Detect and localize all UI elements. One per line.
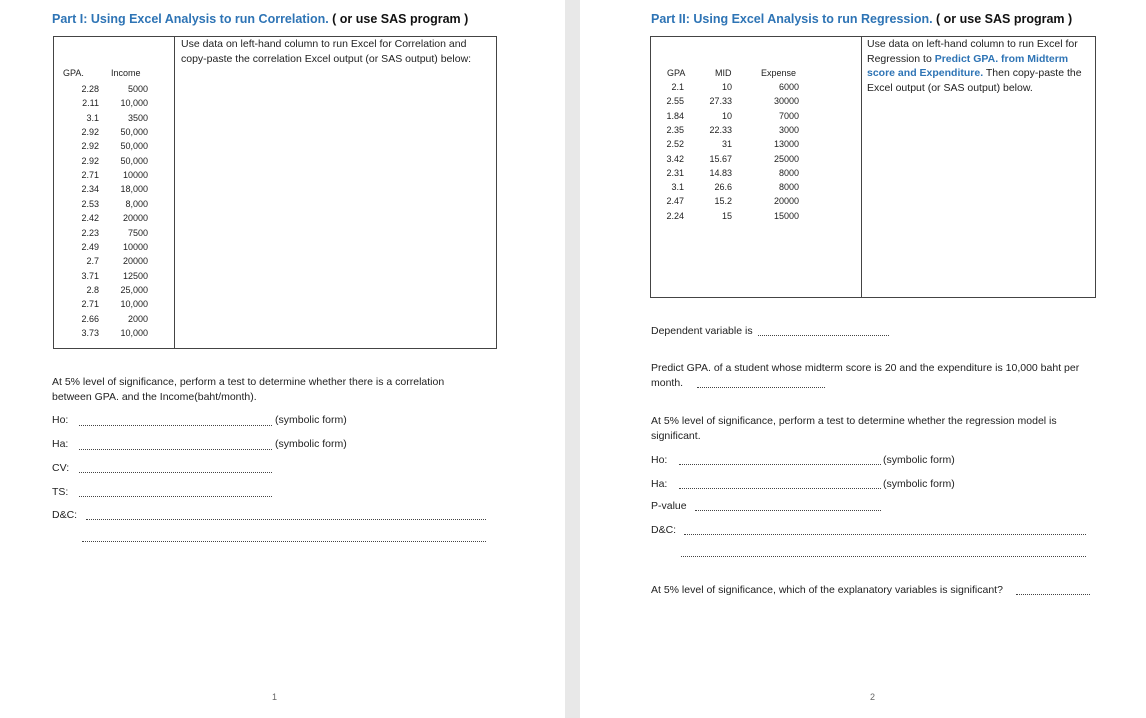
page-number-1: 1 <box>272 692 278 702</box>
part1-cell-gpa: 2.92 <box>81 141 99 152</box>
part1-ho-label: Ho: <box>52 414 69 426</box>
part1-cell-income: 50,000 <box>120 155 148 166</box>
part2-cell-gpa: 2.1 <box>671 82 684 92</box>
part1-cell-income: 20000 <box>122 213 148 224</box>
part2-instruction-3-post: Then copy-paste the <box>983 67 1082 79</box>
part2-ho-symbolic: (symbolic form) <box>883 454 955 466</box>
part2-instruction-4: Excel output (or SAS output) below. <box>867 82 1033 94</box>
part2-cell-gpa: 2.31 <box>666 167 684 178</box>
part1-ha-symbolic: (symbolic form) <box>275 438 347 450</box>
part2-header-mid: MID <box>715 68 732 78</box>
part1-cell-gpa: 2.92 <box>81 155 99 166</box>
part2-header-expense: Expense <box>761 68 797 78</box>
part2-instruction-1: Use data on left-hand column to run Excel for <box>867 38 1078 50</box>
part1-cell-income: 10,000 <box>120 98 148 109</box>
part2-predict-1: Predict GPA. of a student whose midterm score is 20 and the expenditure is 10,000 baht per <box>651 362 1080 374</box>
part2-cell-mid: 10 <box>721 110 732 121</box>
part1-ho-blank[interactable] <box>79 425 272 426</box>
part2-cell-gpa: 2.55 <box>666 96 684 107</box>
part1-cell-income: 50,000 <box>120 141 148 152</box>
part1-title-main: Part I: Using Excel Analysis to run Correlation. <box>52 12 329 26</box>
part2-dc-blank-2[interactable] <box>681 556 1086 557</box>
part2-explanatory-blank[interactable] <box>1016 594 1090 595</box>
part1-cell-gpa: 2.71 <box>81 299 99 310</box>
part2-cell-expense: 7000 <box>778 110 799 121</box>
part1-ts-blank[interactable] <box>79 496 272 497</box>
part2-cell-gpa: 2.52 <box>666 139 684 150</box>
part1-cell-gpa: 2.34 <box>81 184 99 195</box>
part2-cell-mid: 22.33 <box>709 124 732 135</box>
part2-cell-expense: 3000 <box>778 124 799 135</box>
part2-header-gpa: GPA <box>667 68 686 78</box>
part2-dc-label: D&C: <box>651 524 677 536</box>
part1-dc-blank-1[interactable] <box>86 519 486 520</box>
part1-cell-income: 12500 <box>122 270 148 281</box>
part1-ha-blank[interactable] <box>79 449 272 450</box>
part2-cell-expense: 6000 <box>778 82 799 92</box>
part2-cell-expense: 30000 <box>773 96 799 107</box>
part1-cell-gpa: 2.53 <box>81 198 99 209</box>
part1-cell-gpa: 2.49 <box>81 241 99 252</box>
part2-predict-2: month. <box>651 377 684 389</box>
part2-title-main: Part II: Using Excel Analysis to run Regression. <box>651 12 933 26</box>
part2-ha-label: Ha: <box>651 478 668 490</box>
part1-cv-label: CV: <box>52 462 70 474</box>
part2-title <box>651 12 1072 26</box>
part1-instruction-2: copy-paste the correlation Excel output (or SAS output) below: <box>181 53 472 65</box>
part1-cell-income: 10,000 <box>120 327 148 338</box>
part1-dc-label: D&C: <box>52 509 78 521</box>
page-2 <box>580 0 1146 718</box>
part2-instruction-2-highlight: Predict GPA. from Midterm <box>934 53 1069 65</box>
part2-cell-expense: 25000 <box>773 153 799 164</box>
part1-cell-income: 2000 <box>127 313 148 324</box>
part2-cell-mid: 14.83 <box>709 167 732 178</box>
part1-cell-gpa: 2.42 <box>81 213 99 224</box>
part2-ho-blank[interactable] <box>679 464 881 465</box>
part1-cell-gpa: 2.28 <box>81 84 99 94</box>
part1-question-1: At 5% level of significance, perform a test to determine whether there is a correlation <box>52 376 445 388</box>
part2-cell-gpa: 1.84 <box>666 110 684 121</box>
part1-instruction-1: Use data on left-hand column to run Excel for Correlation and <box>181 38 467 50</box>
part2-cell-mid: 15.67 <box>709 153 732 164</box>
part1-cv-blank[interactable] <box>79 472 272 473</box>
part1-cell-income: 10000 <box>122 170 148 181</box>
part2-dependent-label: Dependent variable is <box>651 325 753 337</box>
part2-ha-symbolic: (symbolic form) <box>883 478 955 490</box>
part1-ts-label: TS: <box>52 486 69 498</box>
part1-cell-gpa: 2.11 <box>82 98 99 109</box>
part2-cell-mid: 31 <box>721 139 732 150</box>
part2-question-1: At 5% level of significance, perform a test to determine whether the regression model is <box>651 415 1057 427</box>
part1-header-gpa: GPA. <box>63 68 84 78</box>
part1-box-divider <box>174 36 175 349</box>
part2-instruction-3 <box>867 66 1082 81</box>
part2-instruction-2-pre: Regression to <box>867 53 935 65</box>
part1-ha-label: Ha: <box>52 438 69 450</box>
part2-cell-mid: 26.6 <box>714 182 732 193</box>
part1-cell-income: 7500 <box>127 227 148 238</box>
part2-cell-expense: 20000 <box>773 196 799 207</box>
part2-question-2: significant. <box>651 430 701 442</box>
page-gutter <box>565 0 580 718</box>
part1-cell-income: 10,000 <box>120 299 148 310</box>
part2-pvalue-blank[interactable] <box>695 510 881 511</box>
part2-cell-expense: 13000 <box>773 139 799 150</box>
part1-cell-income: 3500 <box>127 112 148 123</box>
part2-instruction-3-highlight: score and Expenditure. <box>867 67 984 79</box>
part2-dc-blank-1[interactable] <box>684 534 1086 535</box>
part2-cell-gpa: 3.1 <box>671 182 684 193</box>
part1-cell-gpa: 2.23 <box>81 227 99 238</box>
part1-ho-symbolic: (symbolic form) <box>275 414 347 426</box>
part1-cell-gpa: 2.71 <box>81 170 99 181</box>
part2-cell-gpa: 2.35 <box>666 124 684 135</box>
part2-pvalue-label: P-value <box>651 500 687 512</box>
part1-title <box>52 12 468 26</box>
part1-dc-blank-2[interactable] <box>82 541 486 542</box>
page-number-2: 2 <box>870 692 876 702</box>
part1-cell-gpa: 2.66 <box>81 313 99 324</box>
part2-cell-gpa: 2.47 <box>666 196 684 207</box>
part2-dependent-blank[interactable] <box>758 335 889 336</box>
part2-title-paren: ( or use SAS program ) <box>932 12 1073 26</box>
page-1 <box>0 0 565 718</box>
part2-predict-blank[interactable] <box>697 387 825 388</box>
part1-cell-gpa: 2.7 <box>86 256 99 267</box>
part1-cell-income: 5000 <box>127 84 148 94</box>
part2-cell-expense: 8000 <box>778 182 799 193</box>
part2-cell-mid: 15 <box>721 210 732 221</box>
part2-cell-expense: 8000 <box>778 167 799 178</box>
part1-cell-income: 20000 <box>122 256 148 267</box>
part2-box-divider <box>861 36 862 298</box>
part1-cell-income: 18,000 <box>120 184 148 195</box>
part1-cell-gpa: 3.73 <box>81 327 99 338</box>
part2-instruction-2 <box>867 52 1068 67</box>
part2-cell-gpa: 3.42 <box>666 153 684 164</box>
part2-explanatory-question: At 5% level of significance, which of the explanatory variables is significant? <box>651 584 1003 596</box>
part1-cell-gpa: 3.1 <box>86 112 99 123</box>
part1-question-2: between GPA. and the Income(baht/month). <box>52 391 257 403</box>
part2-ho-label: Ho: <box>651 454 668 466</box>
part2-cell-mid: 10 <box>721 82 732 92</box>
part1-cell-income: 8,000 <box>125 198 148 209</box>
part2-cell-mid: 15.2 <box>714 196 732 207</box>
part2-cell-mid: 27.33 <box>709 96 732 107</box>
part2-cell-gpa: 2.24 <box>666 210 684 221</box>
part1-cell-income: 50,000 <box>120 127 148 138</box>
part2-cell-expense: 15000 <box>773 210 799 221</box>
part2-ha-blank[interactable] <box>679 488 881 489</box>
part1-cell-income: 10000 <box>122 241 148 252</box>
part1-cell-income: 25,000 <box>120 284 148 295</box>
part1-cell-gpa: 3.71 <box>81 270 99 281</box>
part1-cell-gpa: 2.8 <box>86 284 99 295</box>
part1-header-income: Income <box>111 68 141 78</box>
part1-title-paren: ( or use SAS program ) <box>328 12 469 26</box>
part1-cell-gpa: 2.92 <box>81 127 99 138</box>
